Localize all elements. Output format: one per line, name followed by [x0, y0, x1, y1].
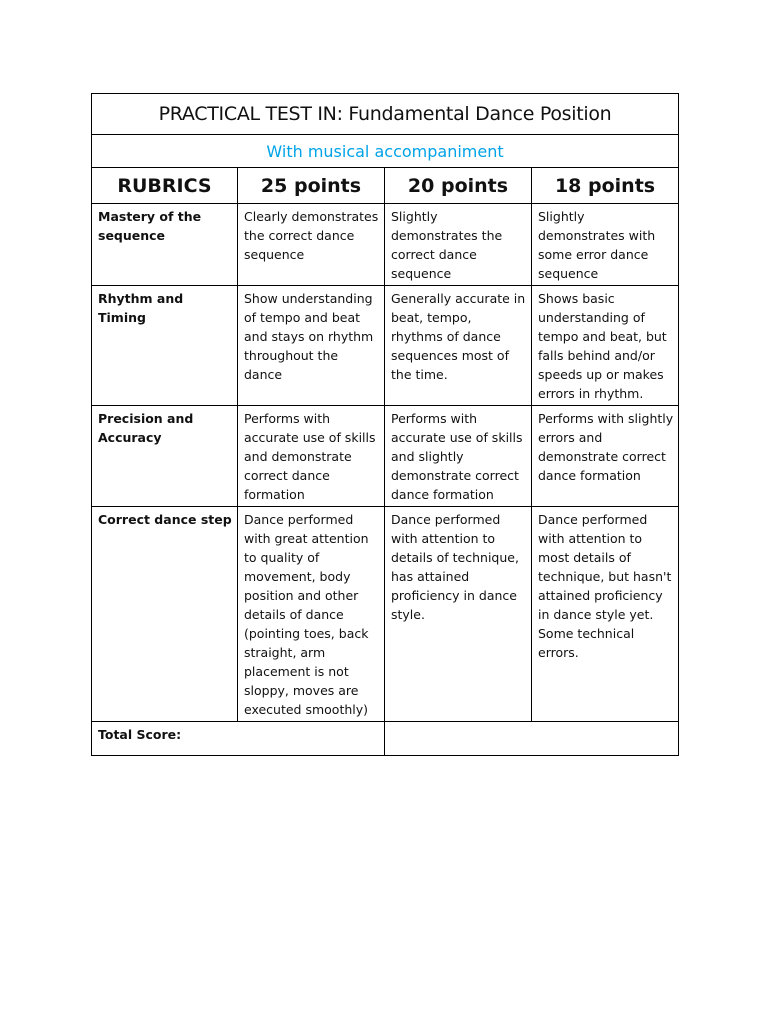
subtitle-row	[92, 135, 679, 168]
descriptor-cell: Slightly demonstrates with some error dance sequence	[532, 204, 679, 286]
column-header-18-points: 18 points	[532, 168, 679, 204]
table-row	[92, 286, 679, 406]
descriptor-cell: Slightly demonstrates the correct dance sequence	[385, 204, 532, 286]
document-title: PRACTICAL TEST IN: Fundamental Dance Position	[92, 94, 679, 135]
header-row	[92, 168, 679, 204]
descriptor-cell: Dance performed with attention to most details of technique, but hasn't attained proficiency in dance style yet. Some technical errors.	[532, 507, 679, 722]
table-row	[92, 406, 679, 507]
descriptor-cell: Show understanding of tempo and beat and stays on rhythm throughout the dance	[238, 286, 385, 406]
title-row	[92, 94, 679, 135]
column-header-rubrics: RUBRICS	[92, 168, 238, 204]
rubric-table	[91, 93, 679, 756]
criterion-label: Rhythm and Timing	[92, 286, 238, 406]
descriptor-cell: Performs with accurate use of skills and slightly demonstrate correct dance formation	[385, 406, 532, 507]
total-score-label: Total Score:	[92, 722, 385, 756]
document-subtitle: With musical accompaniment	[92, 135, 679, 168]
descriptor-cell: Generally accurate in beat, tempo, rhythms of dance sequences most of the time.	[385, 286, 532, 406]
descriptor-cell: Performs with slightly errors and demonstrate correct dance formation	[532, 406, 679, 507]
total-score-value[interactable]	[385, 722, 679, 756]
column-header-25-points: 25 points	[238, 168, 385, 204]
descriptor-cell: Dance performed with attention to details of technique, has attained proficiency in dance style.	[385, 507, 532, 722]
criterion-label: Mastery of the sequence	[92, 204, 238, 286]
descriptor-cell: Shows basic understanding of tempo and beat, but falls behind and/or speeds up or makes errors in rhythm.	[532, 286, 679, 406]
descriptor-cell: Performs with accurate use of skills and demonstrate correct dance formation	[238, 406, 385, 507]
descriptor-cell: Clearly demonstrates the correct dance sequence	[238, 204, 385, 286]
criterion-label: Precision and Accuracy	[92, 406, 238, 507]
table-row	[92, 507, 679, 722]
criterion-label: Correct dance step	[92, 507, 238, 722]
column-header-20-points: 20 points	[385, 168, 532, 204]
table-row	[92, 204, 679, 286]
descriptor-cell: Dance performed with great attention to quality of movement, body position and other details of dance (pointing toes, back straight, arm placement is not sloppy, moves are executed smoothly)	[238, 507, 385, 722]
total-score-row	[92, 722, 679, 756]
